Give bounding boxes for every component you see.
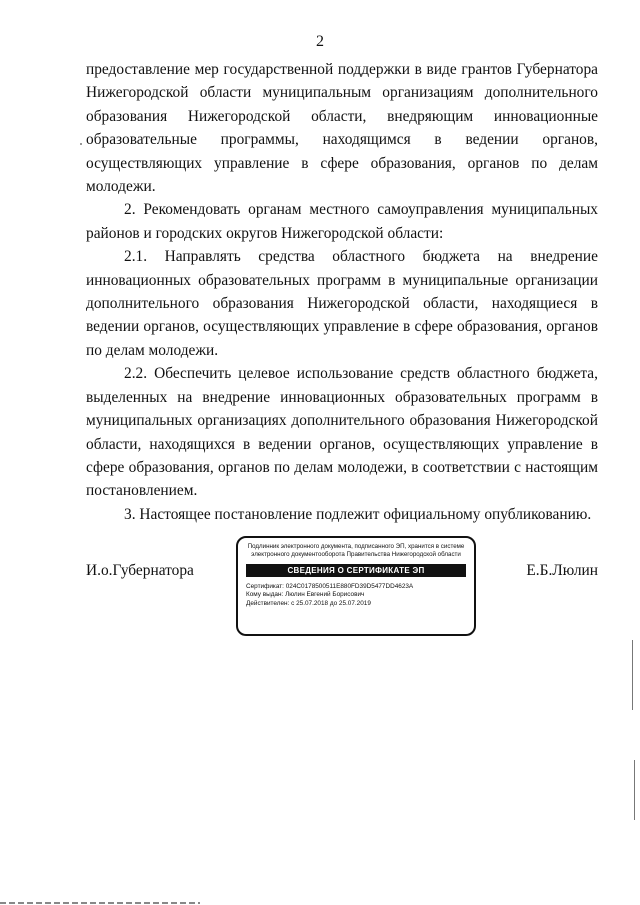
stamp-details	[246, 583, 474, 608]
validity-row	[246, 600, 474, 608]
body-text	[86, 58, 598, 526]
scan-edge-mark	[632, 640, 633, 710]
certificate-value: 024C0178500511E880FD39D5477DD4623A	[285, 583, 414, 590]
paragraph-item-2: 2. Рекомендовать органам местного самоуправления муниципальных районов и городских округов Нижегородской области:	[86, 201, 598, 242]
page-number: 2	[316, 33, 324, 50]
stamp-header: Подлинник электронного документа, подписанного ЭП, хранится в системе электронного документооборота Правительства Нижегородской области	[247, 543, 465, 558]
paragraph-item-2-1: 2.1. Направлять средства областного бюджета на внедрение инновационных образовательных программ в муниципальные организации дополнительного образования Нижегородской области, находящиеся в ведении органов, осуществляющих управление в сфере образования, органов по делам молодежи.	[86, 248, 598, 359]
issued-label: Кому выдан:	[246, 591, 284, 599]
certificate-label: Сертификат:	[246, 583, 284, 590]
electronic-signature-stamp	[236, 536, 476, 636]
signatory-position: И.о.Губернатора	[86, 562, 194, 579]
scan-bottom-edge	[0, 902, 200, 904]
signatory-name: Е.Б.Люлин	[526, 562, 598, 579]
validity-label: Действителен:	[246, 599, 290, 607]
validity-value: с 25.07.2018 до 25.07.2019	[291, 599, 371, 607]
margin-dot	[80, 143, 82, 145]
issued-value: Люлин Евгений Борисович	[285, 591, 365, 599]
stamp-title: СВЕДЕНИЯ О СЕРТИФИКАТЕ ЭП	[246, 564, 466, 577]
scan-edge-mark	[634, 760, 635, 820]
paragraph-item-2-2: 2.2. Обеспечить целевое использование средств областного бюджета, выделенных на внедрение инновационных образовательных программ в муниципальных организациях дополнительного образования Нижегородской области, находящихся в ведении органов, осуществляющих управление в сфере образования, органов по делам молодежи, в соответствии с настоящим постановлением.	[86, 365, 598, 500]
paragraph-continuation: предоставление мер государственной поддержки в виде грантов Губернатора Нижегородской области муниципальным организациям дополнительного образования Нижегородской области, внедряющим инновационные образовательные программы, находящимся в ведении органов, осуществляющих управление в сфере образования, органов по делам молодежи.	[86, 61, 598, 196]
paragraph-item-3: 3. Настоящее постановление подлежит официальному опубликованию.	[124, 505, 592, 523]
issued-row	[246, 591, 474, 599]
